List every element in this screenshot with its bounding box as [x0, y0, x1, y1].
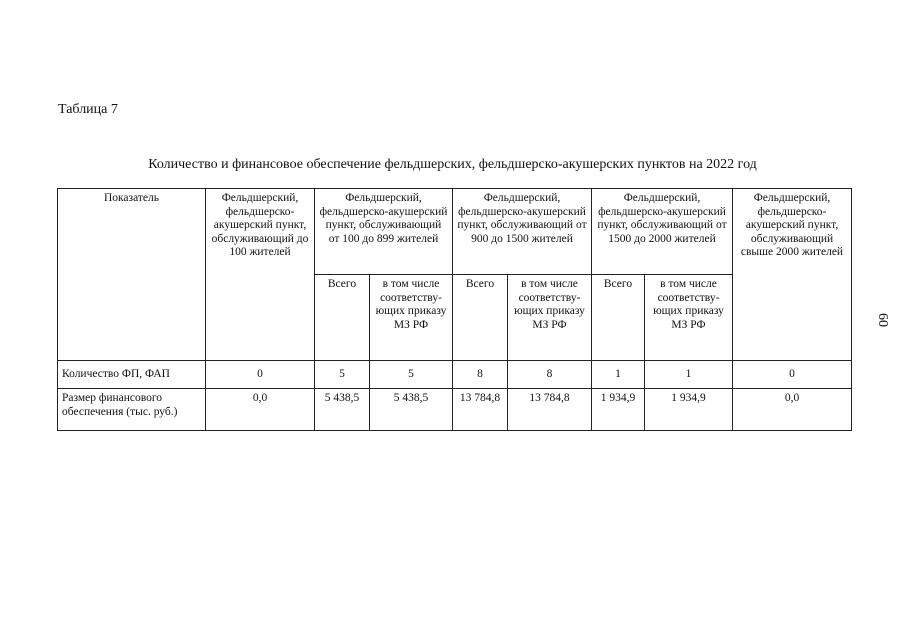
header-group-1500-2000: Фельдшерский, фельдшерско-акушерский пункт, обслуживающий от 1500 до 2000 жителей [592, 189, 733, 275]
header-group-up-to-100: Фельдшерский, фельдшерско-акушерский пункт, обслуживающий до 100 жителей [206, 189, 315, 361]
cell-value: 5 438,5 [315, 389, 370, 431]
cell-value: 0,0 [733, 389, 852, 431]
document-title: Количество и финансовое обеспечение фельдшерских, фельдшерско-акушерских пунктов на 2022 год [148, 157, 757, 172]
cell-value: 5 438,5 [370, 389, 453, 431]
cell-value: 0 [733, 361, 852, 389]
subheader-compliant: в том числе соответству-ющих приказу МЗ РФ [508, 275, 592, 361]
cell-value: 0,0 [206, 389, 315, 431]
cell-value: 0 [206, 361, 315, 389]
header-group-900-1500: Фельдшерский, фельдшерско-акушерский пункт, обслуживающий от 900 до 1500 жителей [453, 189, 592, 275]
subheader-compliant: в том числе соответству-ющих приказу МЗ РФ [645, 275, 733, 361]
table-row [58, 361, 852, 389]
cell-value: 8 [453, 361, 508, 389]
cell-value: 8 [508, 361, 592, 389]
subheader-total: Всего [315, 275, 370, 361]
page-number: 60 [875, 313, 890, 327]
table-row [58, 389, 852, 431]
header-row-groups [58, 189, 852, 275]
header-group-100-899: Фельдшерский, фельдшерско-акушерский пункт, обслуживающий от 100 до 899 жителей [315, 189, 453, 275]
financing-table [57, 188, 852, 431]
header-indicator: Показатель [58, 189, 206, 361]
header-group-over-2000: Фельдшерский, фельдшерско-акушерский пункт, обслуживающий свыше 2000 жителей [733, 189, 852, 361]
cell-value: 13 784,8 [453, 389, 508, 431]
cell-value: 1 [592, 361, 645, 389]
subheader-compliant: в том числе соответству-ющих приказу МЗ РФ [370, 275, 453, 361]
cell-value: 5 [370, 361, 453, 389]
cell-value: 1 [645, 361, 733, 389]
cell-value: 5 [315, 361, 370, 389]
subheader-total: Всего [453, 275, 508, 361]
subheader-total: Всего [592, 275, 645, 361]
cell-value: 1 934,9 [645, 389, 733, 431]
cell-value: 1 934,9 [592, 389, 645, 431]
row-label: Размер финансового обеспечения (тыс. руб.) [58, 389, 206, 431]
cell-value: 13 784,8 [508, 389, 592, 431]
table-label: Таблица 7 [58, 102, 118, 117]
row-label: Количество ФП, ФАП [58, 361, 206, 389]
